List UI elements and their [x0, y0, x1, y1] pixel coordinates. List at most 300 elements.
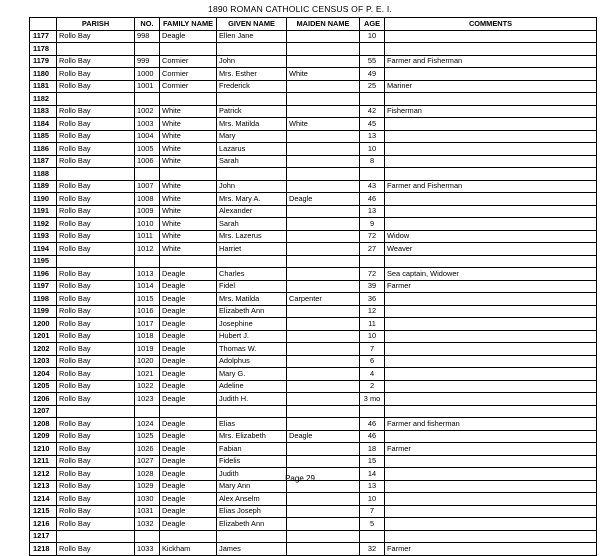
comments-cell [385, 430, 597, 443]
line-number-cell: 1195 [30, 255, 57, 268]
comments-cell [385, 305, 597, 318]
age-cell: 27 [360, 243, 385, 256]
record-number-cell: 1015 [135, 293, 160, 306]
given-name-cell: Mrs. Matilda [217, 118, 287, 131]
given-name-cell [217, 93, 287, 106]
parish-cell: Rollo Bay [57, 330, 135, 343]
parish-cell: Rollo Bay [57, 543, 135, 556]
comments-cell [385, 530, 597, 543]
age-cell: 36 [360, 293, 385, 306]
maiden-name-cell [287, 418, 360, 431]
line-number-cell: 1193 [30, 230, 57, 243]
parish-cell: Rollo Bay [57, 343, 135, 356]
parish-cell: Rollo Bay [57, 68, 135, 81]
parish-cell: Rollo Bay [57, 293, 135, 306]
family-name-cell [160, 93, 217, 106]
header-given-name: GIVEN NAME [217, 18, 287, 31]
table-row [30, 105, 597, 118]
maiden-name-cell [287, 30, 360, 43]
table-row [30, 55, 597, 68]
family-name-cell: Deagle [160, 305, 217, 318]
age-cell: 13 [360, 130, 385, 143]
parish-cell [57, 93, 135, 106]
record-number-cell: 998 [135, 30, 160, 43]
header-parish: PARISH [57, 18, 135, 31]
record-number-cell: 1026 [135, 443, 160, 456]
line-number-cell: 1180 [30, 68, 57, 81]
maiden-name-cell [287, 355, 360, 368]
comments-cell: Farmer and fisherman [385, 418, 597, 431]
line-number-cell: 1190 [30, 193, 57, 206]
record-number-cell: 1000 [135, 68, 160, 81]
maiden-name-cell [287, 230, 360, 243]
record-number-cell: 1022 [135, 380, 160, 393]
table-row [30, 118, 597, 131]
comments-cell [385, 368, 597, 381]
line-number-cell: 1183 [30, 105, 57, 118]
age-cell: 46 [360, 193, 385, 206]
page-number: Page 29 [285, 474, 315, 483]
given-name-cell: Harriet [217, 243, 287, 256]
maiden-name-cell [287, 155, 360, 168]
maiden-name-cell [287, 93, 360, 106]
family-name-cell: Cormier [160, 68, 217, 81]
line-number-cell: 1202 [30, 343, 57, 356]
comments-cell [385, 405, 597, 418]
comments-cell [385, 393, 597, 406]
header-row [30, 18, 597, 31]
maiden-name-cell [287, 143, 360, 156]
table-row [30, 80, 597, 93]
age-cell [360, 168, 385, 181]
record-number-cell: 1016 [135, 305, 160, 318]
given-name-cell: Frederick [217, 80, 287, 93]
table-row [30, 143, 597, 156]
comments-cell [385, 505, 597, 518]
record-number-cell: 1006 [135, 155, 160, 168]
line-number-cell: 1187 [30, 155, 57, 168]
age-cell: 55 [360, 55, 385, 68]
parish-cell: Rollo Bay [57, 180, 135, 193]
age-cell: 4 [360, 368, 385, 381]
table-row [30, 205, 597, 218]
line-number-cell: 1213 [30, 480, 57, 493]
line-number-cell: 1217 [30, 530, 57, 543]
family-name-cell [160, 405, 217, 418]
maiden-name-cell [287, 530, 360, 543]
comments-cell [385, 293, 597, 306]
comments-cell: Farmer and Fisherman [385, 55, 597, 68]
line-number-cell: 1177 [30, 30, 57, 43]
age-cell: 46 [360, 418, 385, 431]
maiden-name-cell [287, 180, 360, 193]
record-number-cell [135, 168, 160, 181]
age-cell: 72 [360, 230, 385, 243]
table-row [30, 380, 597, 393]
line-number-cell: 1212 [30, 468, 57, 481]
parish-cell: Rollo Bay [57, 205, 135, 218]
parish-cell: Rollo Bay [57, 380, 135, 393]
line-number-cell: 1197 [30, 280, 57, 293]
family-name-cell: Deagle [160, 343, 217, 356]
parish-cell: Rollo Bay [57, 305, 135, 318]
table-row [30, 255, 597, 268]
comments-cell [385, 193, 597, 206]
given-name-cell: Lazarus [217, 143, 287, 156]
maiden-name-cell [287, 505, 360, 518]
maiden-name-cell [287, 243, 360, 256]
age-cell: 10 [360, 330, 385, 343]
given-name-cell: Charles [217, 268, 287, 281]
record-number-cell: 1011 [135, 230, 160, 243]
table-row [30, 243, 597, 256]
header-comments: COMMENTS [385, 18, 597, 31]
parish-cell: Rollo Bay [57, 443, 135, 456]
age-cell: 3 mo [360, 393, 385, 406]
given-name-cell: Mary [217, 130, 287, 143]
table-row [30, 230, 597, 243]
line-number-cell: 1186 [30, 143, 57, 156]
age-cell: 43 [360, 180, 385, 193]
parish-cell: Rollo Bay [57, 468, 135, 481]
table-row [30, 418, 597, 431]
line-number-cell: 1189 [30, 180, 57, 193]
maiden-name-cell [287, 168, 360, 181]
table-row [30, 393, 597, 406]
record-number-cell: 1032 [135, 518, 160, 531]
table-row [30, 430, 597, 443]
record-number-cell: 1024 [135, 418, 160, 431]
given-name-cell: Sarah [217, 218, 287, 231]
family-name-cell: Deagle [160, 293, 217, 306]
parish-cell: Rollo Bay [57, 318, 135, 331]
maiden-name-cell [287, 343, 360, 356]
maiden-name-cell: White [287, 118, 360, 131]
comments-cell [385, 255, 597, 268]
record-number-cell [135, 530, 160, 543]
given-name-cell: Elias [217, 418, 287, 431]
family-name-cell: Deagle [160, 380, 217, 393]
given-name-cell: Ellen Jane [217, 30, 287, 43]
family-name-cell: Cormier [160, 55, 217, 68]
age-cell: 10 [360, 30, 385, 43]
parish-cell: Rollo Bay [57, 418, 135, 431]
family-name-cell: Deagle [160, 418, 217, 431]
given-name-cell: Mrs. Elizabeth [217, 430, 287, 443]
given-name-cell: Thomas W. [217, 343, 287, 356]
maiden-name-cell [287, 80, 360, 93]
table-row [30, 268, 597, 281]
table-row [30, 305, 597, 318]
table-row [30, 343, 597, 356]
record-number-cell: 1009 [135, 205, 160, 218]
table-row [30, 530, 597, 543]
age-cell: 45 [360, 118, 385, 131]
line-number-cell: 1194 [30, 243, 57, 256]
given-name-cell: Mrs. Lazerus [217, 230, 287, 243]
family-name-cell: White [160, 218, 217, 231]
line-number-cell: 1200 [30, 318, 57, 331]
record-number-cell: 1020 [135, 355, 160, 368]
comments-cell [385, 343, 597, 356]
family-name-cell [160, 43, 217, 56]
family-name-cell: Deagle [160, 330, 217, 343]
family-name-cell: White [160, 155, 217, 168]
table-row [30, 68, 597, 81]
parish-cell [57, 530, 135, 543]
age-cell [360, 255, 385, 268]
family-name-cell [160, 255, 217, 268]
record-number-cell: 1023 [135, 393, 160, 406]
age-cell: 15 [360, 455, 385, 468]
parish-cell [57, 405, 135, 418]
line-number-cell: 1181 [30, 80, 57, 93]
table-row [30, 318, 597, 331]
line-number-cell: 1218 [30, 543, 57, 556]
age-cell: 9 [360, 218, 385, 231]
family-name-cell: Deagle [160, 443, 217, 456]
record-number-cell: 1019 [135, 343, 160, 356]
maiden-name-cell [287, 330, 360, 343]
age-cell: 42 [360, 105, 385, 118]
given-name-cell: Patrick [217, 105, 287, 118]
table-row [30, 518, 597, 531]
age-cell: 6 [360, 355, 385, 368]
line-number-cell: 1216 [30, 518, 57, 531]
given-name-cell: Josephine [217, 318, 287, 331]
comments-cell [385, 93, 597, 106]
table-row [30, 443, 597, 456]
table-row [30, 368, 597, 381]
comments-cell [385, 493, 597, 506]
given-name-cell: Adeline [217, 380, 287, 393]
age-cell: 10 [360, 143, 385, 156]
comments-cell: Farmer and Fisherman [385, 180, 597, 193]
parish-cell: Rollo Bay [57, 130, 135, 143]
table-row [30, 455, 597, 468]
record-number-cell: 1012 [135, 243, 160, 256]
given-name-cell: Fidelis [217, 455, 287, 468]
given-name-cell [217, 168, 287, 181]
maiden-name-cell [287, 318, 360, 331]
line-number-cell: 1206 [30, 393, 57, 406]
family-name-cell: Deagle [160, 318, 217, 331]
maiden-name-cell [287, 443, 360, 456]
record-number-cell: 1025 [135, 430, 160, 443]
given-name-cell: Mrs. Esther [217, 68, 287, 81]
parish-cell: Rollo Bay [57, 243, 135, 256]
line-number-cell: 1208 [30, 418, 57, 431]
age-cell: 7 [360, 343, 385, 356]
record-number-cell: 1002 [135, 105, 160, 118]
comments-cell [385, 218, 597, 231]
maiden-name-cell [287, 130, 360, 143]
header-family-name: FAMILY NAME [160, 18, 217, 31]
parish-cell: Rollo Bay [57, 80, 135, 93]
given-name-cell: Alex Anselm [217, 493, 287, 506]
table-row [30, 405, 597, 418]
given-name-cell: Elias Joseph [217, 505, 287, 518]
maiden-name-cell [287, 55, 360, 68]
given-name-cell [217, 43, 287, 56]
header-no: NO. [135, 18, 160, 31]
record-number-cell: 1004 [135, 130, 160, 143]
maiden-name-cell [287, 43, 360, 56]
given-name-cell: Mrs. Mary A. [217, 193, 287, 206]
maiden-name-cell [287, 405, 360, 418]
age-cell: 5 [360, 518, 385, 531]
comments-cell [385, 168, 597, 181]
parish-cell: Rollo Bay [57, 355, 135, 368]
line-number-cell: 1184 [30, 118, 57, 131]
age-cell: 39 [360, 280, 385, 293]
maiden-name-cell: Deagle [287, 430, 360, 443]
age-cell [360, 405, 385, 418]
maiden-name-cell [287, 455, 360, 468]
parish-cell: Rollo Bay [57, 118, 135, 131]
age-cell [360, 43, 385, 56]
parish-cell: Rollo Bay [57, 155, 135, 168]
given-name-cell: Hubert J. [217, 330, 287, 343]
table-row [30, 280, 597, 293]
parish-cell: Rollo Bay [57, 55, 135, 68]
comments-cell: Farmer [385, 543, 597, 556]
family-name-cell: White [160, 243, 217, 256]
table-row [30, 355, 597, 368]
family-name-cell: Kickham [160, 543, 217, 556]
family-name-cell: Deagle [160, 30, 217, 43]
line-number-cell: 1210 [30, 443, 57, 456]
parish-cell: Rollo Bay [57, 193, 135, 206]
comments-cell [385, 43, 597, 56]
table-row [30, 543, 597, 556]
parish-cell: Rollo Bay [57, 218, 135, 231]
comments-cell [385, 118, 597, 131]
given-name-cell: Alexander [217, 205, 287, 218]
comments-cell [385, 130, 597, 143]
given-name-cell: Mary Ann [217, 480, 287, 493]
table-row [30, 493, 597, 506]
record-number-cell: 1013 [135, 268, 160, 281]
record-number-cell: 1018 [135, 330, 160, 343]
family-name-cell: Deagle [160, 480, 217, 493]
parish-cell: Rollo Bay [57, 368, 135, 381]
maiden-name-cell [287, 380, 360, 393]
family-name-cell: White [160, 118, 217, 131]
family-name-cell: White [160, 105, 217, 118]
maiden-name-cell [287, 305, 360, 318]
age-cell: 32 [360, 543, 385, 556]
parish-cell: Rollo Bay [57, 268, 135, 281]
given-name-cell: Sarah [217, 155, 287, 168]
record-number-cell [135, 43, 160, 56]
given-name-cell: Adolphus [217, 355, 287, 368]
given-name-cell: John [217, 180, 287, 193]
family-name-cell: Deagle [160, 468, 217, 481]
record-number-cell: 999 [135, 55, 160, 68]
age-cell: 72 [360, 268, 385, 281]
header-maiden-name: MAIDEN NAME [287, 18, 360, 31]
maiden-name-cell: White [287, 68, 360, 81]
given-name-cell: Fabian [217, 443, 287, 456]
parish-cell: Rollo Bay [57, 230, 135, 243]
line-number-cell: 1203 [30, 355, 57, 368]
comments-cell: Fisherman [385, 105, 597, 118]
line-number-cell: 1204 [30, 368, 57, 381]
family-name-cell: Deagle [160, 280, 217, 293]
record-number-cell: 1029 [135, 480, 160, 493]
given-name-cell: Fidel [217, 280, 287, 293]
maiden-name-cell: Carpenter [287, 293, 360, 306]
maiden-name-cell [287, 105, 360, 118]
given-name-cell [217, 255, 287, 268]
line-number-cell: 1211 [30, 455, 57, 468]
record-number-cell: 1005 [135, 143, 160, 156]
line-number-cell: 1209 [30, 430, 57, 443]
comments-cell [385, 143, 597, 156]
age-cell [360, 93, 385, 106]
parish-cell [57, 43, 135, 56]
parish-cell: Rollo Bay [57, 430, 135, 443]
record-number-cell: 1010 [135, 218, 160, 231]
family-name-cell: Deagle [160, 455, 217, 468]
age-cell: 11 [360, 318, 385, 331]
record-number-cell [135, 405, 160, 418]
parish-cell: Rollo Bay [57, 518, 135, 531]
record-number-cell: 1001 [135, 80, 160, 93]
parish-cell: Rollo Bay [57, 105, 135, 118]
record-number-cell: 1027 [135, 455, 160, 468]
table-row [30, 168, 597, 181]
parish-cell: Rollo Bay [57, 493, 135, 506]
given-name-cell [217, 405, 287, 418]
age-cell: 14 [360, 468, 385, 481]
record-number-cell: 1021 [135, 368, 160, 381]
table-row [30, 330, 597, 343]
line-number-cell: 1205 [30, 380, 57, 393]
table-row [30, 293, 597, 306]
line-number-cell: 1179 [30, 55, 57, 68]
maiden-name-cell [287, 543, 360, 556]
line-number-cell: 1196 [30, 268, 57, 281]
family-name-cell: Deagle [160, 430, 217, 443]
record-number-cell: 1014 [135, 280, 160, 293]
page-title: 1890 ROMAN CATHOLIC CENSUS OF P. E. I. [208, 4, 392, 14]
age-cell: 12 [360, 305, 385, 318]
comments-cell [385, 30, 597, 43]
comments-cell: Mariner [385, 80, 597, 93]
record-number-cell: 1033 [135, 543, 160, 556]
comments-cell [385, 518, 597, 531]
record-number-cell: 1017 [135, 318, 160, 331]
family-name-cell: Deagle [160, 518, 217, 531]
parish-cell: Rollo Bay [57, 480, 135, 493]
table-row [30, 193, 597, 206]
maiden-name-cell [287, 518, 360, 531]
parish-cell: Rollo Bay [57, 505, 135, 518]
record-number-cell [135, 255, 160, 268]
line-number-cell: 1182 [30, 93, 57, 106]
header-age: AGE [360, 18, 385, 31]
record-number-cell: 1007 [135, 180, 160, 193]
record-number-cell [135, 93, 160, 106]
maiden-name-cell [287, 268, 360, 281]
parish-cell: Rollo Bay [57, 280, 135, 293]
comments-cell: Weaver [385, 243, 597, 256]
line-number-cell: 1192 [30, 218, 57, 231]
comments-cell [385, 318, 597, 331]
comments-cell [385, 330, 597, 343]
